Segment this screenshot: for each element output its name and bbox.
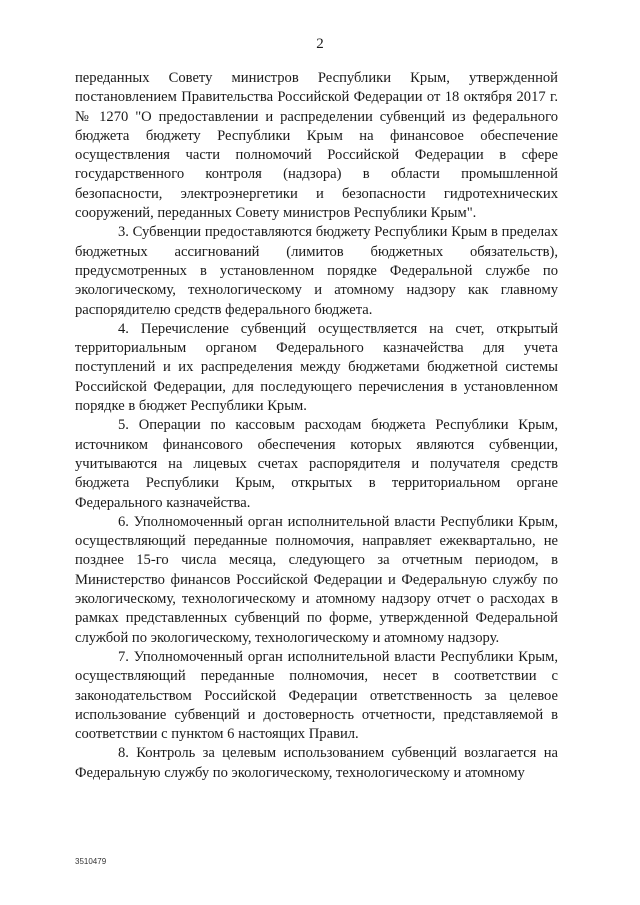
paragraph-intro-continuation: переданных Совету министров Республики Крым, утвержденной постановлением Правительства Российской Федерации от 18 октября 2017 г. № 1270 "О предоставлении и распределении субвенций из федерального бюджета бюджету Республики Крым на финансовое обеспечение осуществления части полномочий Российской Федерации в сфере государственного контроля (надзора) в области промышленной безопасности, электроэнергетики и безопасности гидротехнических сооружений, переданных Совету министров Республики Крым". xyxy=(75,70,558,222)
paragraph-item-5: 5. Операции по кассовым расходам бюджета Республики Крым, источником финансового обеспечения которых являются субвенции, учитываются на лицевых счетах распорядителя и получателя средств бюджета Республики Крым, открытых в территориальном органе Федерального казначейства. xyxy=(75,417,558,511)
page-number: 2 xyxy=(316,36,324,52)
paragraph-item-4: 4. Перечисление субвенций осуществляется на счет, открытый территориальным органом Федерального казначейства для учета поступлений и их распределения между бюджетами бюджетной системы Российской Федерации, для последующего перечисления в установленном порядке в бюджет Республики Крым. xyxy=(75,320,558,415)
document-body xyxy=(75,69,558,783)
paragraph-item-8: 8. Контроль за целевым использованием субвенций возлагается на Федеральную службу по экологическому, технологическому и атомному xyxy=(75,745,558,781)
paragraph-item-6: 6. Уполномоченный орган исполнительной власти Республики Крым, осуществляющий переданные полномочия, направляет ежеквартально, не позднее 15-го числа месяца, следующего за отчетным периодом, в Министерство финансов Российской Федерации и Федеральную службу по экологическому, технологическому и атомному надзору отчет о расходах в рамках представленных субвенций по форме, утвержденной Федеральной службой по экологическому, технологическому и атомному надзору. xyxy=(75,513,558,646)
paragraph-item-7: 7. Уполномоченный орган исполнительной власти Республики Крым, осуществляющий переданные полномочия, несет в соответствии с законодательством Российской Федерации ответственность за целевое использование субвенций и достоверность отчетности, представляемой в соответствии с пунктом 6 настоящих Правил. xyxy=(75,648,558,743)
document-footer-code: 3510479 xyxy=(75,857,107,866)
paragraph-item-3: 3. Субвенции предоставляются бюджету Республики Крым в пределах бюджетных ассигнований (лимитов бюджетных обязательств), предусмотренных в установленном порядке Федеральной службе по экологическому, технологическому и атомному надзору как главному распорядителю средств федерального бюджета. xyxy=(75,224,558,318)
